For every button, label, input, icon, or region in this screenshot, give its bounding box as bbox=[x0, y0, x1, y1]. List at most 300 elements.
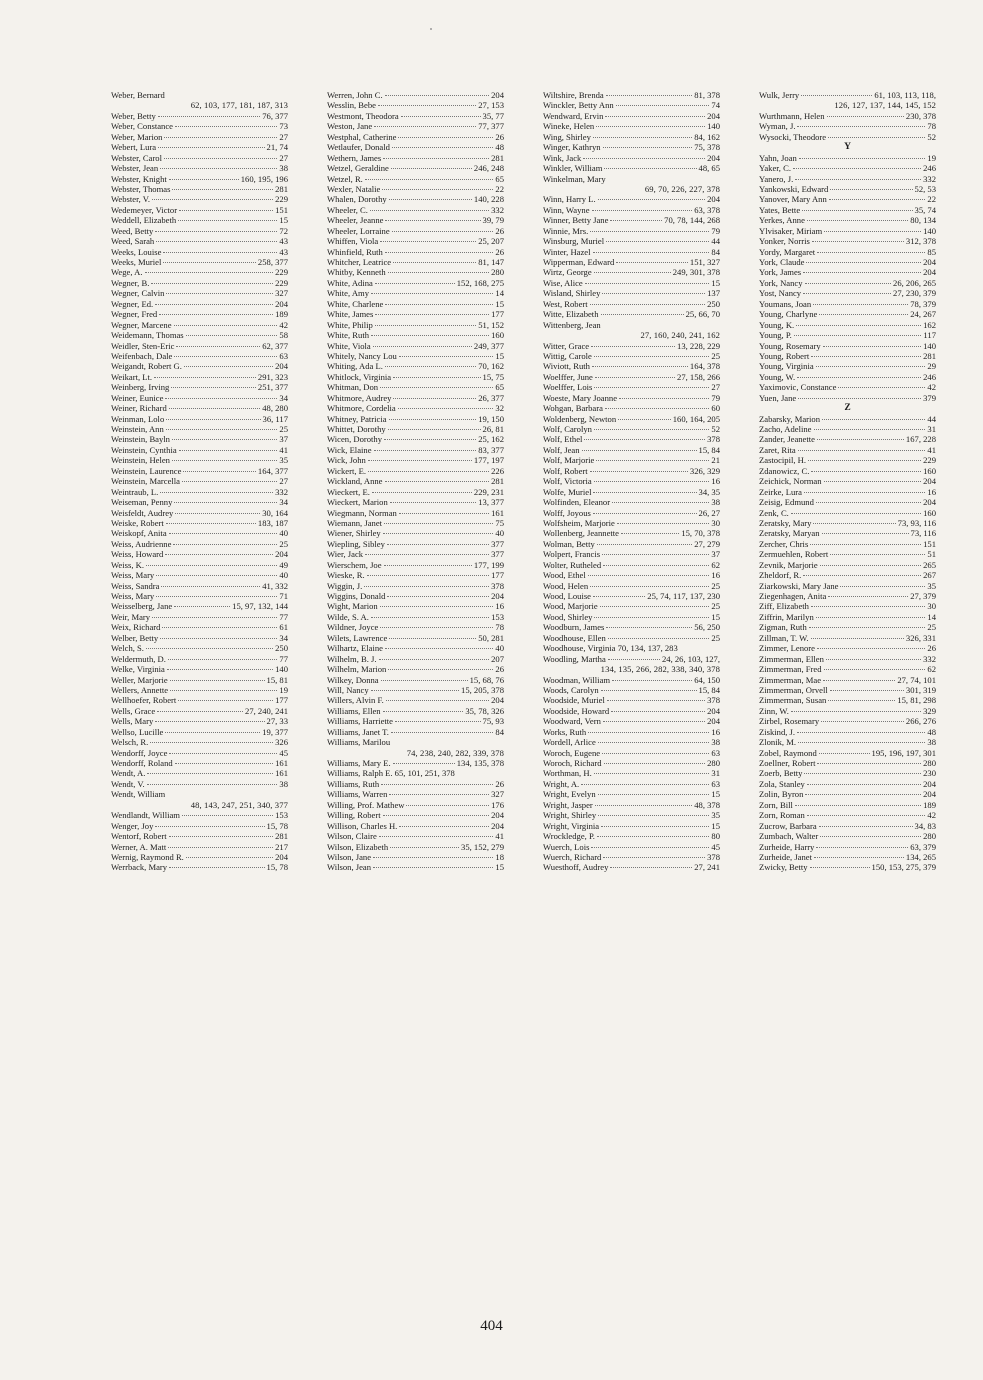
index-entry bbox=[759, 320, 936, 330]
entry-pages: 62 bbox=[711, 559, 720, 570]
index-entry bbox=[543, 601, 720, 611]
entry-pages: 72 bbox=[279, 225, 288, 236]
entry-pages: 204 bbox=[923, 267, 936, 278]
entry-pages: 84, 162 bbox=[694, 131, 720, 142]
index-entry bbox=[327, 174, 504, 184]
entry-name: Webert, Lura bbox=[111, 142, 157, 153]
index-entry bbox=[111, 727, 288, 737]
dot-leader bbox=[820, 565, 921, 566]
entry-name: Weber, Bernard bbox=[111, 90, 165, 100]
entry-pages: 332 bbox=[923, 173, 936, 184]
index-entry bbox=[543, 539, 720, 549]
entry-name: Woodhouse, Virginia 70, 134, 137, 283 bbox=[543, 643, 678, 654]
dot-leader bbox=[598, 794, 710, 795]
entry-name: Wiviott, Ruth bbox=[543, 361, 590, 372]
dot-leader bbox=[804, 492, 925, 493]
entry-name: Woodling, Martha bbox=[543, 653, 606, 664]
entry-name: Williams, Harriette bbox=[327, 716, 393, 727]
entry-pages: 63 bbox=[279, 350, 288, 361]
entry-pages: 27, 230, 379 bbox=[893, 288, 936, 299]
index-entry bbox=[759, 664, 936, 674]
entry-name: Wulk, Jerry bbox=[759, 90, 800, 100]
index-entry bbox=[759, 591, 936, 601]
dot-leader bbox=[804, 773, 921, 774]
index-entry bbox=[543, 257, 720, 267]
entry-pages: 35, 77 bbox=[482, 110, 504, 121]
entry-pages: 160 bbox=[923, 507, 936, 518]
entry-name: Winner, Betty Jane bbox=[543, 215, 609, 226]
entry-name: Zenk, C. bbox=[759, 507, 789, 518]
dot-leader bbox=[399, 513, 489, 514]
entry-name: Zeisig, Edmund bbox=[759, 497, 814, 508]
index-entry bbox=[759, 810, 936, 820]
dot-leader bbox=[598, 742, 710, 743]
dot-leader bbox=[592, 210, 693, 211]
entry-name: York, Nancy bbox=[759, 277, 803, 288]
dot-leader bbox=[167, 669, 273, 670]
index-entry bbox=[111, 320, 288, 330]
dot-leader bbox=[811, 638, 904, 639]
index-entry bbox=[759, 508, 936, 518]
entry-pages: 25, 162 bbox=[478, 434, 504, 445]
dot-leader bbox=[617, 523, 710, 524]
dot-leader bbox=[388, 669, 493, 670]
dot-leader bbox=[793, 168, 921, 169]
dot-leader bbox=[795, 805, 921, 806]
index-entry bbox=[759, 831, 936, 841]
index-entry bbox=[327, 184, 504, 194]
entry-pages: 204 bbox=[923, 497, 936, 508]
entry-name: Wing, Shirley bbox=[543, 131, 591, 142]
index-entry bbox=[111, 643, 288, 653]
dot-leader bbox=[598, 815, 709, 816]
index-entry bbox=[543, 842, 720, 852]
dot-leader bbox=[605, 116, 705, 117]
index-entry bbox=[327, 142, 504, 152]
entry-pages: 34 bbox=[279, 497, 288, 508]
dot-leader bbox=[406, 805, 489, 806]
index-entry bbox=[759, 497, 936, 507]
dot-leader bbox=[365, 554, 489, 555]
entry-name: Zoellner, Robert bbox=[759, 758, 816, 768]
entry-pages: 74 bbox=[711, 100, 720, 111]
entry-pages: 15 bbox=[711, 611, 720, 622]
entry-pages: 153 bbox=[275, 810, 288, 821]
index-entry bbox=[111, 664, 288, 674]
dot-leader bbox=[160, 638, 277, 639]
entry-name: Weddell, Elizabeth bbox=[111, 215, 177, 226]
entry-pages: 22 bbox=[927, 194, 936, 205]
entry-name: Wittig, Carole bbox=[543, 350, 592, 361]
entry-name: Wright, Evelyn bbox=[543, 789, 596, 800]
dot-leader bbox=[808, 460, 921, 461]
entry-pages: 177 bbox=[491, 309, 504, 320]
dot-leader bbox=[828, 700, 895, 701]
entry-pages: 164, 378 bbox=[689, 361, 720, 372]
entry-pages: 207 bbox=[491, 653, 504, 664]
entry-pages: 41, 332 bbox=[262, 580, 288, 591]
entry-pages: 44 bbox=[927, 413, 936, 424]
dot-leader bbox=[163, 262, 256, 263]
dot-leader bbox=[364, 586, 489, 587]
index-entry bbox=[543, 570, 720, 580]
entry-name: Zeirke, Lura bbox=[759, 486, 802, 497]
entry-pages: 160, 195, 196 bbox=[240, 173, 288, 184]
entry-name: Whitcher, Leatrice bbox=[327, 257, 392, 267]
entry-pages: 204 bbox=[275, 361, 288, 372]
entry-pages: 77 bbox=[279, 653, 288, 664]
entry-pages: 161 bbox=[275, 758, 288, 768]
entry-pages: 204 bbox=[707, 110, 720, 121]
index-entry bbox=[543, 111, 720, 121]
index-entry bbox=[327, 560, 504, 570]
dot-leader bbox=[823, 346, 921, 347]
entry-pages: 30, 164 bbox=[262, 507, 288, 518]
entry-pages: 327 bbox=[491, 789, 504, 800]
entry-pages: 160, 164, 205 bbox=[672, 413, 720, 424]
index-entry bbox=[543, 675, 720, 685]
index-entry bbox=[543, 821, 720, 831]
dot-leader bbox=[590, 231, 709, 232]
entry-pages: 15 bbox=[495, 862, 504, 873]
dot-leader bbox=[375, 325, 476, 326]
entry-pages: 31 bbox=[711, 768, 720, 779]
entry-name: Weed, Betty bbox=[111, 225, 154, 236]
entry-name: Whitlock, Virginia bbox=[327, 371, 392, 382]
entry-pages: 84 bbox=[495, 726, 504, 737]
entry-pages: 226 bbox=[491, 465, 504, 476]
entry-name: Wilkey, Donna bbox=[327, 674, 379, 685]
dot-leader bbox=[797, 126, 925, 127]
dot-leader bbox=[392, 231, 494, 232]
entry-name: Whinfield, Ruth bbox=[327, 246, 383, 257]
index-entry bbox=[327, 852, 504, 862]
index-entry bbox=[327, 800, 504, 810]
dot-leader bbox=[828, 137, 925, 138]
index-entry bbox=[111, 633, 288, 643]
dot-leader bbox=[385, 95, 489, 96]
entry-name: Wolf, Carolyn bbox=[543, 424, 592, 434]
index-entry bbox=[543, 90, 720, 100]
entry-pages: 48, 280 bbox=[262, 403, 288, 414]
entry-name: Welke, Virginia bbox=[111, 664, 165, 675]
index-entry bbox=[111, 675, 288, 685]
entry-pages: 19, 377 bbox=[262, 726, 288, 737]
entry-name: Welsch, R. bbox=[111, 737, 149, 748]
index-entry bbox=[327, 278, 504, 288]
entry-pages: 30 bbox=[927, 601, 936, 612]
index-entry bbox=[543, 361, 720, 371]
dot-leader bbox=[807, 220, 908, 221]
dot-leader bbox=[797, 732, 925, 733]
dot-leader bbox=[382, 189, 493, 190]
entry-pages: 41 bbox=[927, 444, 936, 455]
entry-pages: 42 bbox=[279, 319, 288, 330]
index-entry bbox=[543, 445, 720, 455]
entry-pages: 30 bbox=[711, 517, 720, 528]
entry-pages: 26 bbox=[927, 643, 936, 654]
entry-name: Weber, Betty bbox=[111, 110, 156, 121]
entry-pages: 230 bbox=[923, 768, 936, 779]
dot-leader bbox=[807, 815, 926, 816]
index-entry bbox=[759, 842, 936, 852]
entry-continuation: 74, 238, 240, 282, 339, 378 bbox=[406, 747, 504, 758]
entry-pages: 16 bbox=[495, 601, 504, 612]
index-entry bbox=[759, 330, 936, 340]
index-entry bbox=[759, 299, 936, 309]
entry-name: Wood, Marjorie bbox=[543, 601, 598, 612]
dot-leader bbox=[186, 857, 273, 858]
dot-leader bbox=[593, 137, 692, 138]
index-entry bbox=[543, 748, 720, 758]
entry-pages: 160 bbox=[923, 465, 936, 476]
entry-pages: 45 bbox=[711, 841, 720, 852]
index-entry bbox=[327, 90, 504, 100]
dot-leader bbox=[389, 419, 477, 420]
entry-name: Webster, V. bbox=[111, 194, 150, 205]
entry-pages: 40 bbox=[495, 643, 504, 654]
entry-pages: 204 bbox=[923, 257, 936, 267]
entry-name: Zirbel, Rosemary bbox=[759, 716, 820, 727]
index-entry bbox=[327, 706, 504, 716]
index-entry bbox=[759, 622, 936, 632]
dot-leader bbox=[593, 596, 645, 597]
index-entry bbox=[759, 695, 936, 705]
entry-pages: 73, 93, 116 bbox=[897, 517, 936, 528]
dot-leader bbox=[826, 659, 921, 660]
dot-leader bbox=[817, 252, 925, 253]
entry-pages: 177, 199 bbox=[473, 559, 504, 570]
dot-leader bbox=[611, 711, 705, 712]
entry-pages: 25 bbox=[279, 424, 288, 434]
index-entry bbox=[543, 215, 720, 225]
entry-name: Weber, Constance bbox=[111, 121, 173, 132]
index-entry bbox=[759, 424, 936, 434]
index-entry bbox=[543, 455, 720, 465]
entry-name: Wheeler, Jeanne bbox=[327, 215, 384, 226]
entry-pages: 45 bbox=[279, 747, 288, 758]
index-entry bbox=[759, 226, 936, 236]
entry-name: Weiner, Richard bbox=[111, 403, 167, 414]
entry-name: Wieckert, E. bbox=[327, 486, 370, 497]
index-entry bbox=[327, 382, 504, 392]
index-entry bbox=[327, 267, 504, 277]
entry-pages: 204 bbox=[491, 90, 504, 100]
entry-pages: 140, 228 bbox=[473, 194, 504, 205]
dot-leader bbox=[602, 293, 705, 294]
entry-pages: 27, 241 bbox=[694, 862, 720, 873]
entry-name: Wipperman, Edward bbox=[543, 257, 615, 267]
entry-name: Yahn, Joan bbox=[759, 152, 797, 163]
entry-name: Wege, A. bbox=[111, 267, 143, 278]
entry-name: Wheeler, Lorraine bbox=[327, 225, 390, 236]
dot-leader bbox=[824, 481, 922, 482]
entry-pages: 26 bbox=[495, 131, 504, 142]
entry-name: Zillman, T. W. bbox=[759, 632, 809, 643]
entry-name: Zigman, Ruth bbox=[759, 622, 807, 633]
index-entry bbox=[327, 685, 504, 695]
index-entry bbox=[759, 685, 936, 695]
dot-leader bbox=[581, 784, 709, 785]
entry-name: Zdanowicz, C. bbox=[759, 465, 810, 476]
index-entry bbox=[327, 247, 504, 257]
entry-name: Zimmerman, Ellen bbox=[759, 653, 824, 664]
entry-pages: 326 bbox=[275, 737, 288, 748]
entry-pages: 25 bbox=[711, 350, 720, 361]
index-entry bbox=[543, 643, 720, 653]
entry-pages: 49 bbox=[279, 559, 288, 570]
entry-pages: 26 bbox=[495, 778, 504, 789]
index-entry bbox=[543, 831, 720, 841]
entry-continuation: 69, 70, 226, 227, 378 bbox=[644, 183, 720, 194]
entry-name: Ylvisaker, Miriam bbox=[759, 225, 823, 236]
entry-pages: 332 bbox=[923, 653, 936, 664]
entry-pages: 204 bbox=[707, 152, 720, 163]
entry-pages: 15, 78 bbox=[266, 820, 288, 831]
index-entry bbox=[543, 633, 720, 643]
index-entry bbox=[327, 205, 504, 215]
entry-name: Weinman, Lolo bbox=[111, 413, 165, 424]
entry-name: Weix, Richard bbox=[111, 622, 161, 633]
entry-name: Wells, Grace bbox=[111, 705, 156, 716]
entry-name: Zoerb, Betty bbox=[759, 768, 803, 779]
entry-name: Wittenberg, Jean bbox=[543, 319, 601, 330]
index-entry bbox=[543, 581, 720, 591]
dot-leader bbox=[166, 419, 260, 420]
dot-leader bbox=[811, 471, 921, 472]
entry-pages: 267 bbox=[923, 570, 936, 581]
entry-name: Weiss, Audrienne bbox=[111, 538, 172, 549]
index-entry bbox=[111, 194, 288, 204]
index-entry bbox=[759, 361, 936, 371]
index-entry bbox=[327, 194, 504, 204]
index-entry bbox=[111, 414, 288, 424]
dot-leader bbox=[380, 627, 493, 628]
entry-pages: 246 bbox=[923, 163, 936, 174]
index-entry bbox=[759, 278, 936, 288]
index-entry bbox=[759, 153, 936, 163]
entry-name: York, Claude bbox=[759, 257, 805, 267]
index-entry bbox=[759, 184, 936, 194]
entry-pages: 32 bbox=[495, 403, 504, 414]
entry-pages: 25, 74, 117, 137, 230 bbox=[647, 591, 720, 601]
entry-name: Yost, Nancy bbox=[759, 288, 802, 299]
index-entry bbox=[759, 633, 936, 643]
dot-leader bbox=[159, 314, 273, 315]
index-entry bbox=[759, 675, 936, 685]
entry-pages: 76, 377 bbox=[262, 110, 288, 121]
index-entry bbox=[327, 299, 504, 309]
entry-pages: 80, 134 bbox=[910, 215, 936, 226]
index-entry bbox=[111, 215, 288, 225]
entry-name: Wickert, E. bbox=[327, 465, 367, 476]
index-entry bbox=[111, 393, 288, 403]
entry-name: Wiggin, J. bbox=[327, 580, 363, 591]
dot-leader bbox=[156, 596, 277, 597]
entry-pages: 117 bbox=[923, 330, 936, 341]
index-entry bbox=[543, 612, 720, 622]
dot-leader bbox=[373, 346, 472, 347]
index-entry bbox=[543, 320, 720, 330]
entry-pages: 137 bbox=[707, 288, 720, 299]
entry-name: Wegner, Ed. bbox=[111, 298, 154, 309]
section-letter: Y bbox=[844, 142, 851, 153]
dot-leader bbox=[594, 617, 709, 618]
entry-name: Wolfsheim, Marjorie bbox=[543, 517, 615, 528]
index-entry bbox=[543, 153, 720, 163]
dot-leader bbox=[166, 523, 256, 524]
entry-name: Ziffrin, Marilyn bbox=[759, 611, 814, 622]
entry-name: Winnie, Mrs. bbox=[543, 225, 589, 236]
entry-pages: 62, 377 bbox=[262, 340, 288, 351]
entry-name: Wurthmann, Helen bbox=[759, 110, 825, 121]
index-entry bbox=[111, 549, 288, 559]
entry-name: Zastocipil, H. bbox=[759, 455, 807, 466]
entry-name: Winger, Kathryn bbox=[543, 142, 601, 153]
entry-name: Weisselberg, Jane bbox=[111, 601, 173, 612]
dot-leader bbox=[375, 314, 489, 315]
entry-name: Winkler, William bbox=[543, 163, 603, 174]
entry-name: Wilson, Jean bbox=[327, 862, 372, 873]
dot-leader bbox=[168, 847, 273, 848]
entry-pages: 15, 70, 378 bbox=[681, 528, 720, 539]
dot-leader bbox=[590, 586, 709, 587]
index-entry bbox=[111, 612, 288, 622]
index-entry bbox=[111, 163, 288, 173]
entry-name: Young, W. bbox=[759, 371, 796, 382]
dot-leader bbox=[814, 857, 904, 858]
entry-name: Zumbach, Walter bbox=[759, 831, 819, 842]
index-entry bbox=[111, 403, 288, 413]
index-entry bbox=[327, 675, 504, 685]
dot-leader bbox=[171, 387, 256, 388]
entry-name: Zucrow, Barbara bbox=[759, 820, 817, 831]
entry-name: Winter, Hazel bbox=[543, 246, 591, 257]
dot-leader bbox=[385, 481, 490, 482]
entry-name: Ziegenhagen, Anita bbox=[759, 591, 827, 601]
index-column-2 bbox=[327, 90, 504, 880]
entry-name: Yonker, Norris bbox=[759, 236, 810, 247]
dot-leader bbox=[391, 168, 472, 169]
entry-name: Zeratsky, Maryan bbox=[759, 528, 820, 539]
index-entry bbox=[543, 789, 720, 799]
index-entry bbox=[543, 852, 720, 862]
section-letter: Z bbox=[844, 403, 851, 414]
dot-leader bbox=[817, 763, 921, 764]
dot-leader bbox=[810, 867, 870, 868]
index-entry bbox=[111, 278, 288, 288]
entry-name: Young, P. bbox=[759, 330, 792, 341]
entry-name: Weisfeldt, Audrey bbox=[111, 507, 174, 518]
index-entry bbox=[327, 257, 504, 267]
index-entry bbox=[759, 466, 936, 476]
dot-leader bbox=[158, 147, 264, 148]
entry-name: Wolman, Betty bbox=[543, 538, 595, 549]
index-entry bbox=[759, 163, 936, 173]
entry-pages: 152, 168, 275 bbox=[456, 277, 504, 288]
entry-name: Winkelman, Mary bbox=[543, 173, 606, 184]
index-entry bbox=[543, 236, 720, 246]
entry-pages: 151 bbox=[923, 538, 936, 549]
dot-leader bbox=[597, 836, 709, 837]
entry-pages: 19, 150 bbox=[478, 413, 504, 424]
index-entry bbox=[111, 424, 288, 434]
index-entry bbox=[111, 789, 288, 799]
entry-name: Weinstein, Marcella bbox=[111, 476, 180, 487]
dot-leader bbox=[824, 231, 921, 232]
dot-leader bbox=[803, 272, 921, 273]
index-entry bbox=[759, 247, 936, 257]
